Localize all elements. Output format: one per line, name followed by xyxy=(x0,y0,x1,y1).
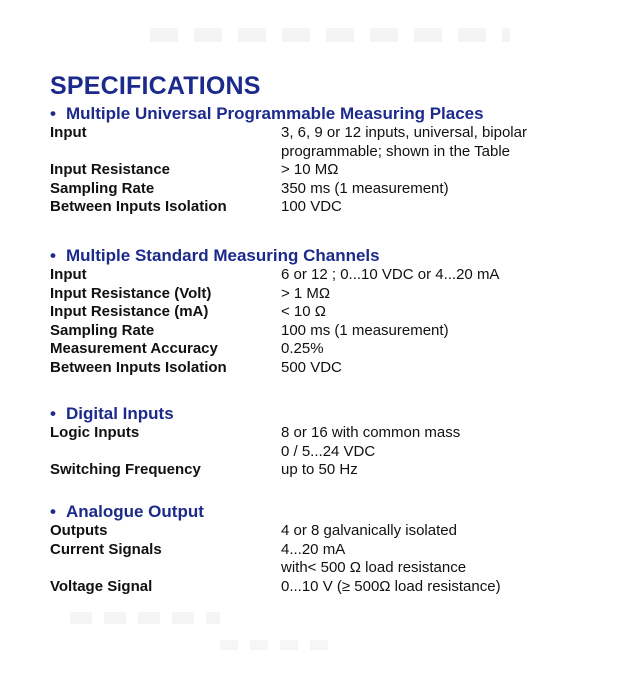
faded-footer-text xyxy=(70,612,220,624)
spec-row xyxy=(50,180,610,199)
section-heading: • Multiple Universal Programmable Measuring Places xyxy=(50,104,484,123)
spec-row xyxy=(50,124,610,161)
spec-label: Outputs xyxy=(50,522,108,539)
spec-row xyxy=(50,578,610,597)
spec-value: 500 VDC xyxy=(281,358,342,376)
faded-header-text xyxy=(150,28,510,42)
page-title: SPECIFICATIONS xyxy=(50,72,261,100)
spec-value: 4...20 mA with< 500 Ω load resistance xyxy=(281,540,467,576)
spec-value: 4 or 8 galvanically isolated xyxy=(281,522,457,539)
spec-label: Voltage Signal xyxy=(50,577,153,595)
spec-value: > 10 MΩ xyxy=(281,161,339,178)
spec-row xyxy=(50,541,610,578)
spec-value: 100 ms (1 measurement) xyxy=(281,321,449,339)
spec-label: Input xyxy=(50,266,87,283)
spec-value: 3, 6, 9 or 12 inputs, universal, bipolar programmable; shown in the Table xyxy=(281,124,527,160)
spec-value: 6 or 12 ; 0...10 VDC or 4...20 mA xyxy=(281,266,500,283)
spec-row xyxy=(50,285,610,304)
spec-label: Between Inputs Isolation xyxy=(50,358,227,376)
section-universal-measuring xyxy=(50,104,610,217)
spec-row xyxy=(50,322,610,341)
spec-row xyxy=(50,198,610,217)
spec-label: Logic Inputs xyxy=(50,424,140,441)
section-digital-inputs xyxy=(50,404,610,480)
spec-row xyxy=(50,303,610,322)
spec-label: Input Resistance (mA) xyxy=(50,303,209,320)
spec-row xyxy=(50,340,610,359)
spec-row xyxy=(50,359,610,378)
spec-value: up to 50 Hz xyxy=(281,461,358,478)
bullet-icon: • xyxy=(50,502,56,521)
bullet-icon: • xyxy=(50,404,56,423)
spec-row xyxy=(50,424,610,461)
spec-label: Input Resistance (Volt) xyxy=(50,284,212,302)
spec-label: Input xyxy=(50,124,87,141)
bullet-icon: • xyxy=(50,246,56,265)
spec-value: 100 VDC xyxy=(281,198,342,215)
spec-row xyxy=(50,161,610,180)
spec-value: 8 or 16 with common mass 0 / 5...24 VDC xyxy=(281,424,461,460)
spec-value: 0.25% xyxy=(281,340,324,357)
spec-label: Switching Frequency xyxy=(50,461,201,478)
spec-row xyxy=(50,461,610,480)
bullet-icon: • xyxy=(50,104,56,123)
section-standard-channels xyxy=(50,246,610,377)
spec-label: Measurement Accuracy xyxy=(50,340,218,357)
spec-value: < 10 Ω xyxy=(281,303,326,320)
spec-label: Input Resistance xyxy=(50,161,171,178)
faded-footer-text xyxy=(220,640,340,650)
section-heading: • Digital Inputs xyxy=(50,404,174,423)
spec-label: Current Signals xyxy=(50,540,162,558)
spec-label: Sampling Rate xyxy=(50,321,155,339)
section-heading: • Multiple Standard Measuring Channels xyxy=(50,246,380,265)
spec-label: Between Inputs Isolation xyxy=(50,198,227,215)
spec-value: > 1 MΩ xyxy=(281,284,331,302)
spec-row xyxy=(50,266,610,285)
section-heading: • Analogue Output xyxy=(50,502,204,521)
spec-value: 0...10 V (≥ 500Ω load resistance) xyxy=(281,577,501,595)
spec-row xyxy=(50,522,610,541)
spec-label: Sampling Rate xyxy=(50,179,155,197)
section-analogue-output xyxy=(50,502,610,596)
spec-value: 350 ms (1 measurement) xyxy=(281,179,449,197)
